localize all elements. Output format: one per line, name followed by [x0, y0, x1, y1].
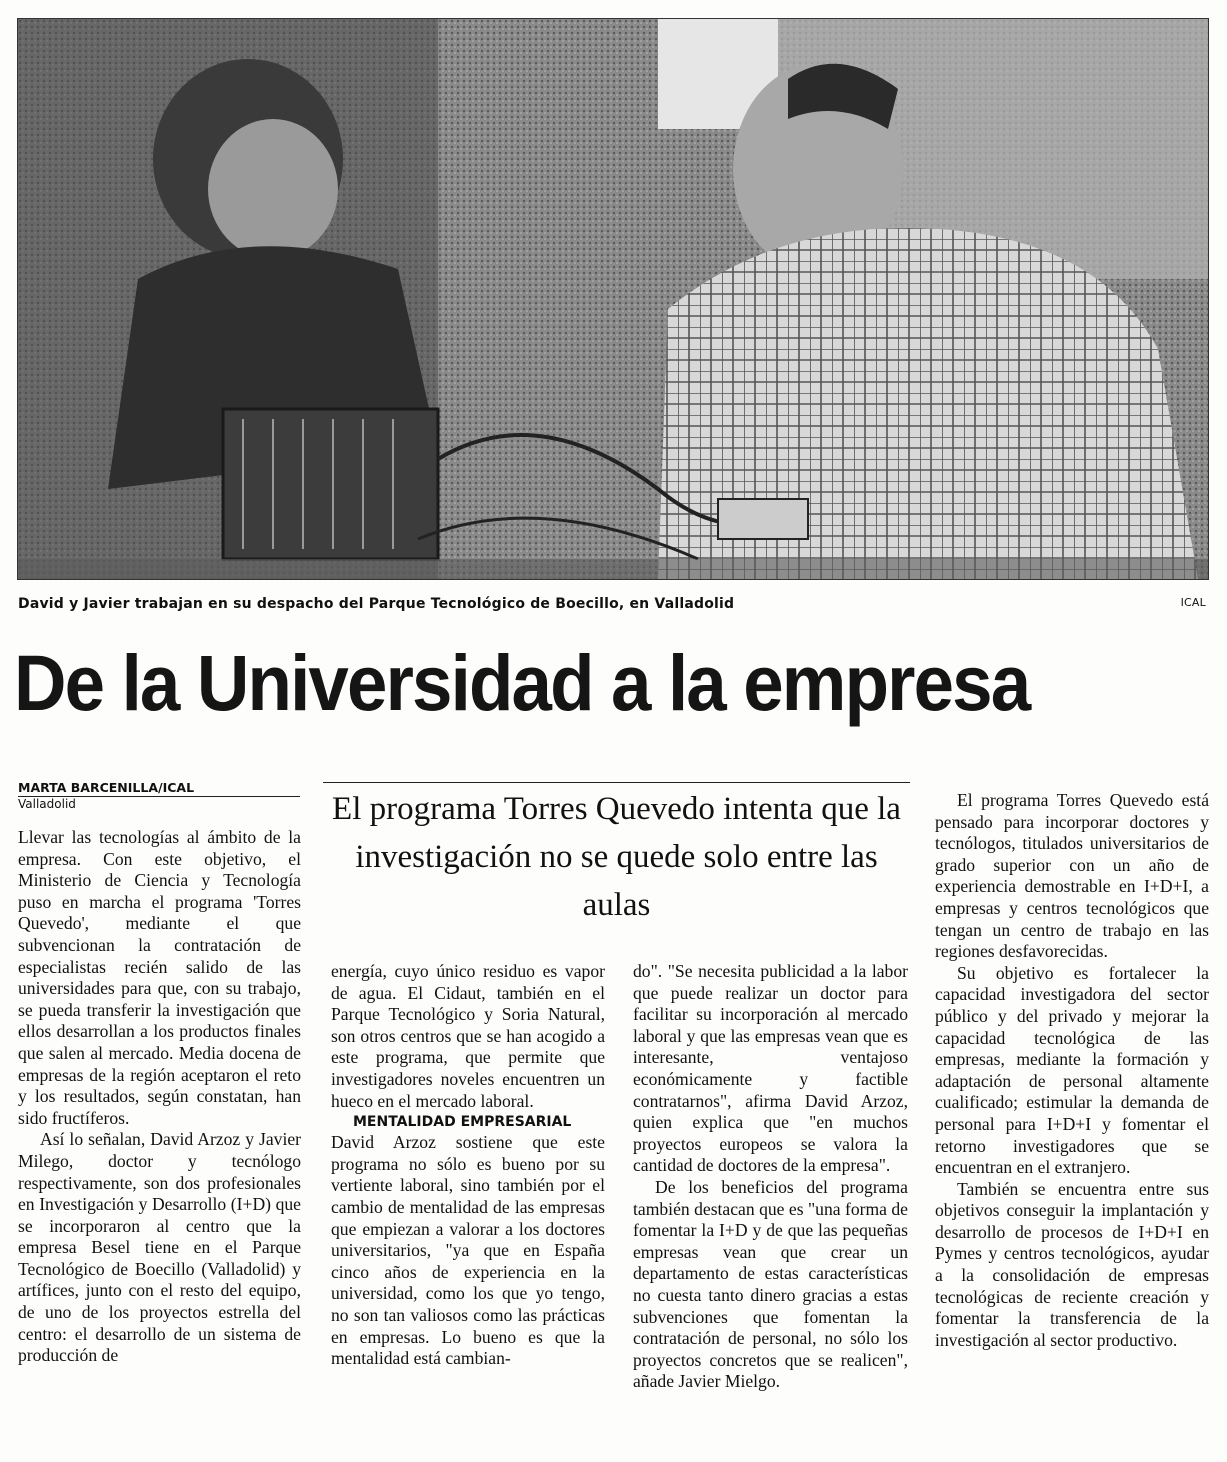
column-3 — [633, 961, 908, 1393]
column-1 — [18, 827, 301, 1367]
caption-text: David y Javier trabajan en su despacho del Parque Tecnológico de Boecillo, en Valladolid — [18, 596, 735, 612]
byline-author: MARTA BARCENILLA/ICAL — [18, 780, 300, 797]
section-subhead: MENTALIDAD EMPRESARIAL — [353, 1114, 572, 1131]
paragraph: David Arzoz sostiene que este programa no sólo es bueno por su vertiente laboral, sino también por el cambio de mentalidad de las empresas que empiezan a valorar a los doctores universitarios, "ya que en España cinco años de experiencia en la universidad, como los que yo tengo, no son tan valiosos como las prácticas en empresas. Lo bueno es que la mentalidad está cambian- — [331, 1132, 605, 1369]
paragraph: Su objetivo es fortalecer la capacidad investigadora del sector público y del privado y mejorar la capacidad tecnológica de las empresas, mediante la formación y adaptación de personal altamente cualificado; estimular la demanda de personal para I+D+I y fomentar el retorno investigadores que se encuentran en el extranjero. — [935, 962, 1209, 1178]
paragraph: De los beneficios del programa también destacan que es "una forma de fomentar la I+D y de que las pequeñas empresas vean que crear un departamento de estas características no cuesta tanto dinero gracias a estas subvenciones que fomentan la contratación de personal, no sólo los proyectos concretos que se realicen", añade Javier Mielgo. — [633, 1176, 908, 1392]
paragraph: El programa Torres Quevedo está pensado para incorporar doctores y tecnólogos, titulados universitarios de grado superior con un año de experiencia demostrable en I+D+I, a empresas y centros tecnológicos que tengan un centro de trabajo en las regiones desfavorecidas. — [935, 790, 1209, 962]
news-photo — [17, 18, 1209, 580]
photo-illustration — [18, 19, 1208, 579]
photo-credit: ICAL — [1180, 596, 1206, 609]
paragraph: energía, cuyo único residuo es vapor de agua. El Cidaut, también en el Parque Tecnológico y Soria Natural, son otros centros que se han acogido a este programa, que permite que investigadores noveles encuentren un hueco en el mercado laboral. — [331, 961, 605, 1111]
paragraph: Llevar las tecnologías al ámbito de la empresa. Con este objetivo, el Ministerio de Ciencia y Tecnología puso en marcha el programa 'Torres Quevedo', mediante el que subvencionan la contratación de especialistas recién salido de las universidades para que, con su trabajo, se pueda transferir la investigación que ellos desarrollan a los productos finales que salen al mercado. Media docena de empresas de la región aceptaron el reto y los resultados, según constatan, han sido fructíferos. — [18, 827, 301, 1128]
deck-subtitle: El programa Torres Quevedo intenta que la investigación no se quede solo entre las aulas — [323, 782, 910, 925]
headline: De la Universidad a la empresa — [14, 638, 1030, 727]
column-2 — [331, 961, 605, 1370]
paragraph: do". "Se necesita publicidad a la labor que puede realizar un doctor para facilitar su incorporación al mercado laboral y que las empresas vean que es interesante, ventajoso económicamente y factible contratarnos", afirma David Arzoz, quien explica que "en muchos proyectos europeos se valora la cantidad de doctores de la empresa". — [633, 961, 908, 1176]
column-4 — [935, 790, 1209, 1351]
byline-place: Valladolid — [18, 797, 76, 811]
paragraph: Así lo señalan, David Arzoz y Javier Milego, doctor y tecnólogo respectivamente, son dos profesionales en Investigación y Desarrollo (I+D) que se incorporaron al centro que la empresa Besel tiene en el Parque Tecnológico de Boecillo (Valladolid) y artífices, junto con el resto del equipo, de uno de los proyectos estrella del centro: el desarrollo de un sistema de producción de — [18, 1129, 301, 1366]
photo-caption — [18, 596, 1208, 618]
paragraph: También se encuentra entre sus objetivos conseguir la implantación y desarrollo de procesos de I+D+I en Pymes y centros tecnológicos, ayudar a la consolidación de empresas tecnológicas de reciente creación y fomentar la transferencia de la investigación al sector productivo. — [935, 1178, 1209, 1350]
